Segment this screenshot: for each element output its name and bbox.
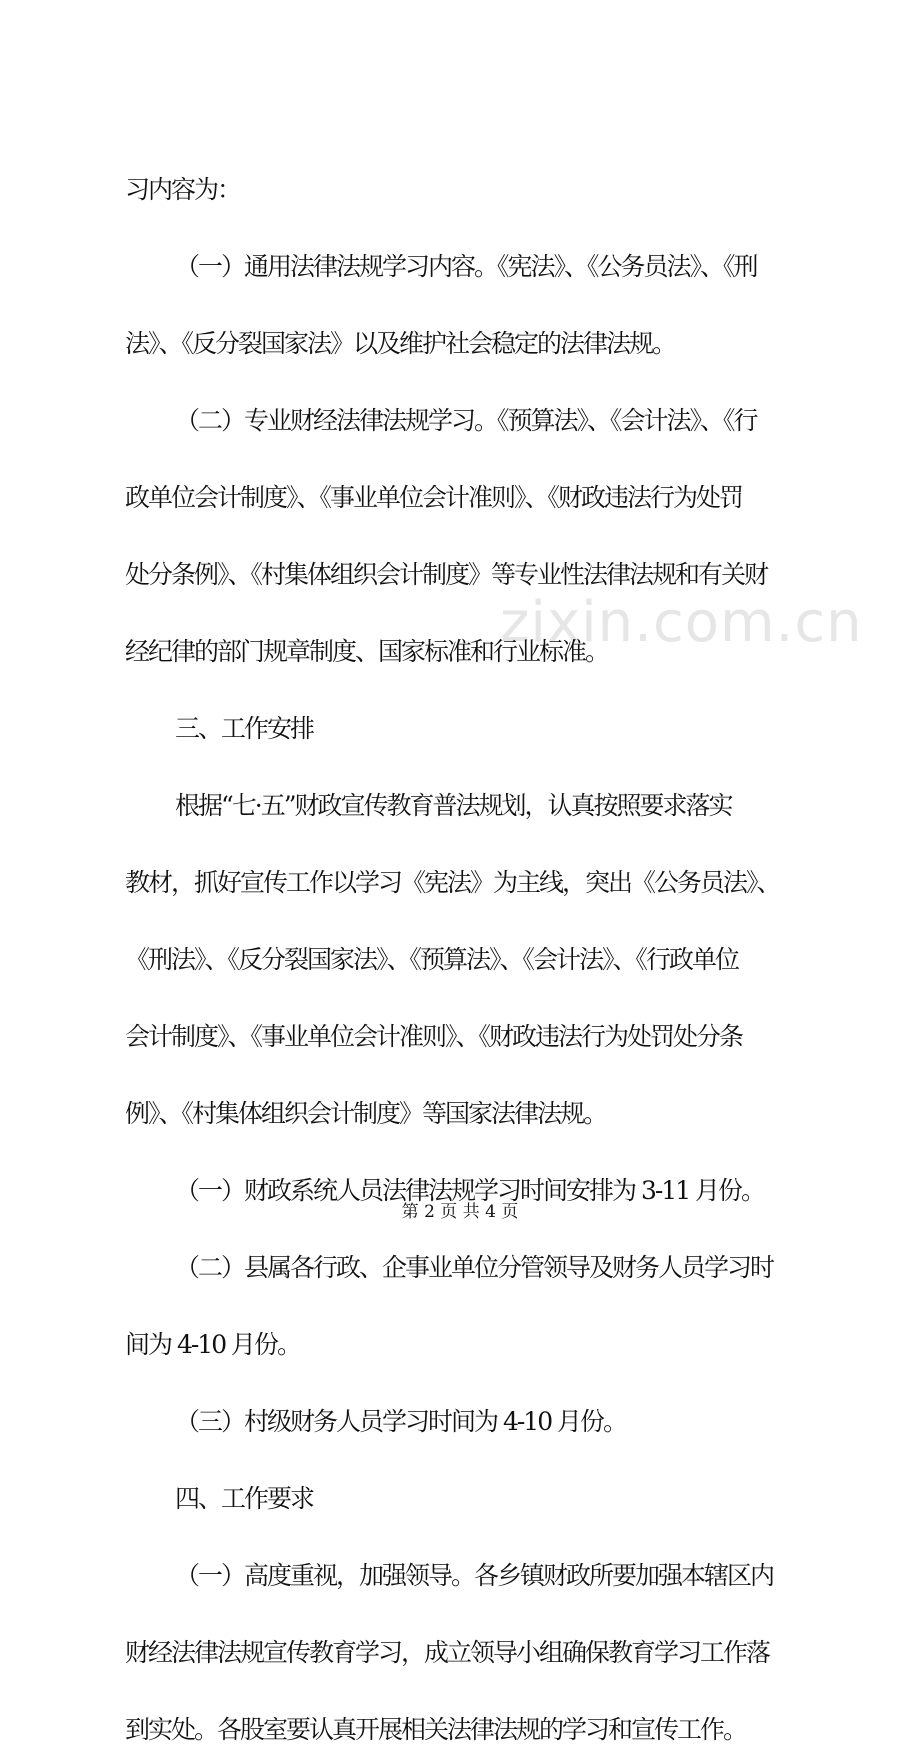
watermark: zixin.com.cn (500, 590, 863, 655)
text-line: 处分条例》、《村集体组织会计制度》等专业性法律法规和有关财 (125, 560, 768, 589)
text-line: 经纪律的部门规章制度、国家标准和行业标准。 (125, 637, 609, 666)
page-footer: 第 2 页 共 4 页 (401, 1202, 519, 1222)
text-line: （一）财政系统人员法律法规学习时间安排为 3-11 月份。 (175, 1176, 765, 1205)
text-line: 会计制度》、《事业单位会计准则》、《财政违法行为处罚处分条 (125, 1022, 743, 1051)
text-line: 根据“七·五”财政宣传教育普法规划，认真按照要求落实 (175, 791, 732, 820)
text-line: 间为 4-10 月份。 (125, 1330, 301, 1359)
text-line: 例》、《村集体组织会计制度》等国家法律法规。 (125, 1099, 607, 1128)
text-line: （二）专业财经法律法规学习。《预算法》、《会计法》、《行 (175, 406, 757, 435)
text-line: 财经法律法规宣传教育学习，成立领导小组确保教育学习工作落 (125, 1638, 770, 1667)
text-line: （一）通用法律法规学习内容。《宪法》、《公务员法》、《刑 (175, 252, 757, 281)
text-line: 到实处。各股室要认真开展相关法律法规的学习和宣传工作。 (125, 1715, 747, 1744)
text-line: 《刑法》、《反分裂国家法》、《预算法》、《会计法》、《行政单位 (125, 945, 739, 974)
text-line: （三）村级财务人员学习时间为 4-10 月份。 (175, 1407, 627, 1436)
text-line: （一）高度重视，加强领导。各乡镇财政所要加强本辖区内 (175, 1561, 774, 1590)
text-line: 教材，抓好宣传工作以学习《宪法》为主线，突出《公务员法》、 (125, 868, 780, 897)
text-line: （二）县属各行政、企事业单位分管领导及财务人员学习时 (175, 1253, 774, 1282)
text-line: 法》、《反分裂国家法》以及维护社会稳定的法律法规。 (125, 329, 676, 358)
text-line: 政单位会计制度》、《事业单位会计准则》、《财政违法行为处罚 (125, 483, 743, 512)
text-line: 习内容为： (125, 175, 241, 204)
section-heading: 三、工作安排 (175, 714, 314, 743)
section-heading: 四、工作要求 (175, 1484, 314, 1513)
